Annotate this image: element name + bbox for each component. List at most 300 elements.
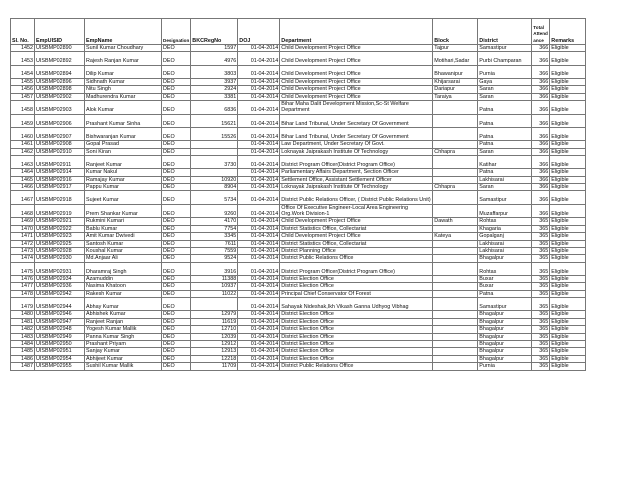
cell-emp-name: Abhay Kumar bbox=[85, 298, 162, 311]
cell-department: Law Department, Under Secretary Of Govt. bbox=[280, 141, 433, 148]
cell-total-attendance: 366 bbox=[532, 101, 550, 115]
cell-district: Buxar bbox=[478, 276, 532, 283]
cell-block bbox=[433, 363, 478, 370]
cell-emp-uisid: UISBMP02908 bbox=[35, 141, 85, 148]
cell-total-attendance: 365 bbox=[532, 290, 550, 297]
cell-total-attendance: 366 bbox=[532, 191, 550, 204]
cell-sl-no: 1476 bbox=[11, 276, 35, 283]
table-row bbox=[11, 240, 586, 247]
cell-district: Saran bbox=[478, 148, 532, 155]
cell-emp-uisid: UISBMP02917 bbox=[35, 184, 85, 191]
cell-doj: 01-04-2014 bbox=[238, 248, 280, 255]
cell-sl-no: 1480 bbox=[11, 311, 35, 318]
cell-bkc-reg-no: 12913 bbox=[191, 348, 238, 355]
cell-remarks: Eligible bbox=[550, 341, 586, 348]
cell-district: Patna bbox=[478, 101, 532, 115]
cell-district: Saran bbox=[478, 93, 532, 100]
cell-district: Patna bbox=[478, 114, 532, 127]
cell-emp-name: Abhijeet Kumar bbox=[85, 355, 162, 362]
table-row bbox=[11, 348, 586, 355]
cell-doj: 01-04-2014 bbox=[238, 363, 280, 370]
cell-total-attendance: 365 bbox=[532, 225, 550, 232]
cell-bkc-reg-no: 3345 bbox=[191, 233, 238, 240]
cell-sl-no: 1479 bbox=[11, 298, 35, 311]
cell-doj: 01-04-2014 bbox=[238, 86, 280, 93]
cell-sl-no: 1468 bbox=[11, 204, 35, 218]
cell-block bbox=[433, 240, 478, 247]
cell-doj: 01-04-2014 bbox=[238, 348, 280, 355]
cell-emp-name: Ramajay Kumar bbox=[85, 176, 162, 183]
cell-total-attendance: 365 bbox=[532, 311, 550, 318]
cell-designation: DEO bbox=[162, 240, 191, 247]
cell-block: Tajpur bbox=[433, 45, 478, 52]
cell-total-attendance: 366 bbox=[532, 169, 550, 176]
cell-designation: DEO bbox=[162, 363, 191, 370]
cell-emp-name: Ranjeet Ranjan bbox=[85, 318, 162, 325]
cell-sl-no: 1482 bbox=[11, 326, 35, 333]
cell-sl-no: 1472 bbox=[11, 240, 35, 247]
cell-district: Patna bbox=[478, 290, 532, 297]
cell-district: Lakhisarai bbox=[478, 248, 532, 255]
cell-emp-uisid: UISBMP02892 bbox=[35, 52, 85, 65]
cell-remarks: Eligible bbox=[550, 233, 586, 240]
cell-designation: DEO bbox=[162, 204, 191, 218]
cell-district: Gopalganj bbox=[478, 233, 532, 240]
cell-emp-uisid: UISBMP02942 bbox=[35, 290, 85, 297]
cell-doj: 01-04-2014 bbox=[238, 45, 280, 52]
cell-designation: DEO bbox=[162, 255, 191, 262]
cell-designation: DEO bbox=[162, 248, 191, 255]
cell-total-attendance: 365 bbox=[532, 218, 550, 225]
cell-designation: DEO bbox=[162, 93, 191, 100]
cell-emp-uisid: UISBMP02918 bbox=[35, 191, 85, 204]
cell-district: Bhagalpur bbox=[478, 255, 532, 262]
cell-doj: 01-04-2014 bbox=[238, 52, 280, 65]
cell-sl-no: 1462 bbox=[11, 148, 35, 155]
cell-remarks: Eligible bbox=[550, 262, 586, 275]
cell-district: Lakhisarai bbox=[478, 240, 532, 247]
cell-remarks: Eligible bbox=[550, 326, 586, 333]
table-row bbox=[11, 128, 586, 141]
cell-doj: 01-04-2014 bbox=[238, 141, 280, 148]
cell-block bbox=[433, 169, 478, 176]
cell-block bbox=[433, 348, 478, 355]
cell-emp-uisid: UISBMP02946 bbox=[35, 311, 85, 318]
cell-emp-uisid: UISBMP02925 bbox=[35, 240, 85, 247]
cell-department: District Election Office bbox=[280, 318, 433, 325]
table-row bbox=[11, 218, 586, 225]
cell-emp-uisid: UISBMP02903 bbox=[35, 101, 85, 115]
cell-department: Child Development Project Office bbox=[280, 93, 433, 100]
cell-district: Samastipur bbox=[478, 191, 532, 204]
cell-emp-name: Sunil Kumar Choudhary bbox=[85, 45, 162, 52]
cell-block bbox=[433, 176, 478, 183]
cell-sl-no: 1486 bbox=[11, 355, 35, 362]
cell-district: Muzaffarpur bbox=[478, 204, 532, 218]
header-district: District bbox=[478, 19, 532, 45]
table-row bbox=[11, 93, 586, 100]
cell-emp-uisid: UISBMP02923 bbox=[35, 233, 85, 240]
cell-bkc-reg-no: 12710 bbox=[191, 326, 238, 333]
cell-block bbox=[433, 114, 478, 127]
cell-emp-uisid: UISBMP02907 bbox=[35, 128, 85, 141]
cell-department: Loknayak Jaiprakash Institute Of Technology bbox=[280, 148, 433, 155]
cell-doj: 01-04-2014 bbox=[238, 78, 280, 85]
header-sl-no: Sl. No. bbox=[11, 19, 35, 45]
table-row bbox=[11, 45, 586, 52]
table-row bbox=[11, 156, 586, 169]
cell-district: Saran bbox=[478, 184, 532, 191]
cell-district: Bhagalpur bbox=[478, 348, 532, 355]
cell-block bbox=[433, 248, 478, 255]
cell-designation: DEO bbox=[162, 52, 191, 65]
cell-bkc-reg-no: 12912 bbox=[191, 341, 238, 348]
cell-emp-name: Sidhnath Kumar bbox=[85, 78, 162, 85]
cell-designation: DEO bbox=[162, 78, 191, 85]
header-doj: DOJ bbox=[238, 19, 280, 45]
cell-department: Child Development Project Office bbox=[280, 86, 433, 93]
cell-bkc-reg-no: 9260 bbox=[191, 204, 238, 218]
cell-total-attendance: 366 bbox=[532, 52, 550, 65]
cell-designation: DEO bbox=[162, 276, 191, 283]
cell-emp-uisid: UISBMP02931 bbox=[35, 262, 85, 275]
cell-department: Office Of Executive Engineer-Local Area Engineering Org.Work Division-1 bbox=[280, 204, 433, 218]
cell-district: Gaya bbox=[478, 78, 532, 85]
cell-total-attendance: 366 bbox=[532, 114, 550, 127]
cell-sl-no: 1457 bbox=[11, 93, 35, 100]
cell-remarks: Eligible bbox=[550, 93, 586, 100]
cell-department: District Election Office bbox=[280, 341, 433, 348]
cell-department: Loknayak Jaiprakash Institute Of Technology bbox=[280, 184, 433, 191]
cell-emp-name: Prem Shankar Kumar bbox=[85, 204, 162, 218]
cell-designation: DEO bbox=[162, 86, 191, 93]
cell-block bbox=[433, 156, 478, 169]
cell-designation: DEO bbox=[162, 184, 191, 191]
table-row bbox=[11, 333, 586, 340]
cell-department: District Election Office bbox=[280, 326, 433, 333]
cell-doj: 01-04-2014 bbox=[238, 225, 280, 232]
cell-sl-no: 1456 bbox=[11, 86, 35, 93]
table-row bbox=[11, 341, 586, 348]
cell-emp-name: Nasima Khatoon bbox=[85, 283, 162, 290]
cell-designation: DEO bbox=[162, 128, 191, 141]
cell-total-attendance: 366 bbox=[532, 141, 550, 148]
cell-block: Dariapur bbox=[433, 86, 478, 93]
cell-designation: DEO bbox=[162, 218, 191, 225]
cell-total-attendance: 366 bbox=[532, 128, 550, 141]
cell-district: Rohtas bbox=[478, 218, 532, 225]
cell-emp-name: Alok Kumar bbox=[85, 101, 162, 115]
cell-block: Chhapra bbox=[433, 184, 478, 191]
cell-doj: 01-04-2014 bbox=[238, 148, 280, 155]
cell-sl-no: 1483 bbox=[11, 333, 35, 340]
table-row bbox=[11, 52, 586, 65]
table-row bbox=[11, 191, 586, 204]
cell-block: Dawath bbox=[433, 218, 478, 225]
cell-designation: DEO bbox=[162, 298, 191, 311]
cell-total-attendance: 366 bbox=[532, 93, 550, 100]
cell-bkc-reg-no: 2924 bbox=[191, 86, 238, 93]
cell-block: Bhawanipur bbox=[433, 65, 478, 78]
cell-total-attendance: 365 bbox=[532, 233, 550, 240]
cell-district: Bhagalpur bbox=[478, 333, 532, 340]
cell-block bbox=[433, 355, 478, 362]
cell-remarks: Eligible bbox=[550, 156, 586, 169]
cell-doj: 01-04-2014 bbox=[238, 255, 280, 262]
cell-emp-name: Yogesh Kumar Mallik bbox=[85, 326, 162, 333]
cell-emp-name: Pappu Kumar bbox=[85, 184, 162, 191]
cell-total-attendance: 365 bbox=[532, 348, 550, 355]
cell-emp-name: Prashant Kumar Sinha bbox=[85, 114, 162, 127]
cell-emp-name: Madhurendra Kumar bbox=[85, 93, 162, 100]
cell-designation: DEO bbox=[162, 45, 191, 52]
table-row bbox=[11, 255, 586, 262]
cell-district: Bhagalpur bbox=[478, 318, 532, 325]
cell-block bbox=[433, 318, 478, 325]
table-row bbox=[11, 233, 586, 240]
table-row bbox=[11, 355, 586, 362]
cell-remarks: Eligible bbox=[550, 114, 586, 127]
cell-emp-name: Azamuddin bbox=[85, 276, 162, 283]
cell-total-attendance: 365 bbox=[532, 276, 550, 283]
cell-bkc-reg-no: 6836 bbox=[191, 101, 238, 115]
cell-department: Child Development Project Office bbox=[280, 45, 433, 52]
cell-doj: 01-04-2014 bbox=[238, 176, 280, 183]
cell-department: District Public Relations Office bbox=[280, 255, 433, 262]
cell-bkc-reg-no: 9524 bbox=[191, 255, 238, 262]
cell-sl-no: 1454 bbox=[11, 65, 35, 78]
cell-sl-no: 1471 bbox=[11, 233, 35, 240]
cell-doj: 01-04-2014 bbox=[238, 101, 280, 115]
cell-total-attendance: 366 bbox=[532, 176, 550, 183]
cell-designation: DEO bbox=[162, 262, 191, 275]
cell-department: District Public Relations Office bbox=[280, 363, 433, 370]
cell-block bbox=[433, 326, 478, 333]
cell-total-attendance: 365 bbox=[532, 355, 550, 362]
cell-emp-uisid: UISBMP02930 bbox=[35, 255, 85, 262]
cell-remarks: Eligible bbox=[550, 255, 586, 262]
cell-emp-uisid: UISBMP02914 bbox=[35, 169, 85, 176]
cell-emp-name: Dharamraj Singh bbox=[85, 262, 162, 275]
cell-total-attendance: 365 bbox=[532, 333, 550, 340]
cell-sl-no: 1467 bbox=[11, 191, 35, 204]
cell-emp-name: Panna Kumar Singh bbox=[85, 333, 162, 340]
cell-doj: 01-04-2014 bbox=[238, 341, 280, 348]
table-row bbox=[11, 148, 586, 155]
cell-department: Settlement Office, Assistant Settlement Officer bbox=[280, 176, 433, 183]
cell-block: Kateya bbox=[433, 233, 478, 240]
cell-total-attendance: 365 bbox=[532, 240, 550, 247]
cell-block bbox=[433, 128, 478, 141]
cell-department: District Public Relations Officer, ( District Public Relations Unit) bbox=[280, 191, 433, 204]
cell-block bbox=[433, 141, 478, 148]
cell-designation: DEO bbox=[162, 333, 191, 340]
cell-emp-uisid: UISBMP02951 bbox=[35, 348, 85, 355]
cell-sl-no: 1474 bbox=[11, 255, 35, 262]
cell-district: Samastipur bbox=[478, 298, 532, 311]
cell-designation: DEO bbox=[162, 348, 191, 355]
cell-remarks: Eligible bbox=[550, 298, 586, 311]
cell-emp-name: Soni Kiran bbox=[85, 148, 162, 155]
cell-doj: 01-04-2014 bbox=[238, 233, 280, 240]
table-row bbox=[11, 86, 586, 93]
cell-sl-no: 1455 bbox=[11, 78, 35, 85]
table-row bbox=[11, 326, 586, 333]
cell-emp-uisid: UISBMP02936 bbox=[35, 283, 85, 290]
header-total-attendance: Total Attendance bbox=[532, 19, 550, 45]
table-body bbox=[11, 45, 586, 371]
cell-department: Child Development Project Office bbox=[280, 78, 433, 85]
cell-sl-no: 1460 bbox=[11, 128, 35, 141]
cell-bkc-reg-no: 3730 bbox=[191, 156, 238, 169]
cell-sl-no: 1473 bbox=[11, 248, 35, 255]
cell-doj: 01-04-2014 bbox=[238, 156, 280, 169]
cell-remarks: Eligible bbox=[550, 363, 586, 370]
cell-designation: DEO bbox=[162, 290, 191, 297]
cell-emp-name: Prashant Priyam bbox=[85, 341, 162, 348]
cell-emp-uisid: UISBMP02950 bbox=[35, 341, 85, 348]
table-row bbox=[11, 169, 586, 176]
cell-bkc-reg-no: 11709 bbox=[191, 363, 238, 370]
cell-emp-name: Amit Kumar Dwivedi bbox=[85, 233, 162, 240]
cell-designation: DEO bbox=[162, 311, 191, 318]
cell-sl-no: 1469 bbox=[11, 218, 35, 225]
cell-department: District Program Officer(District Program Office) bbox=[280, 156, 433, 169]
cell-total-attendance: 365 bbox=[532, 255, 550, 262]
cell-bkc-reg-no: 12039 bbox=[191, 333, 238, 340]
cell-designation: DEO bbox=[162, 283, 191, 290]
cell-emp-name: Md.Anjaar Ali bbox=[85, 255, 162, 262]
cell-total-attendance: 365 bbox=[532, 318, 550, 325]
cell-total-attendance: 366 bbox=[532, 65, 550, 78]
cell-remarks: Eligible bbox=[550, 184, 586, 191]
cell-block bbox=[433, 333, 478, 340]
cell-total-attendance: 366 bbox=[532, 78, 550, 85]
cell-sl-no: 1466 bbox=[11, 184, 35, 191]
cell-emp-name: Gopal Prasad bbox=[85, 141, 162, 148]
cell-doj: 01-04-2014 bbox=[238, 114, 280, 127]
cell-remarks: Eligible bbox=[550, 333, 586, 340]
cell-total-attendance: 365 bbox=[532, 298, 550, 311]
cell-total-attendance: 365 bbox=[532, 248, 550, 255]
cell-district: Bhagalpur bbox=[478, 341, 532, 348]
cell-department: District Election Office bbox=[280, 348, 433, 355]
cell-doj: 01-04-2014 bbox=[238, 169, 280, 176]
cell-remarks: Eligible bbox=[550, 148, 586, 155]
cell-department: District Election Office bbox=[280, 355, 433, 362]
cell-remarks: Eligible bbox=[550, 276, 586, 283]
table-row bbox=[11, 290, 586, 297]
table-row bbox=[11, 363, 586, 370]
cell-sl-no: 1478 bbox=[11, 290, 35, 297]
cell-total-attendance: 365 bbox=[532, 341, 550, 348]
cell-block bbox=[433, 276, 478, 283]
cell-department: Child Development Project Office bbox=[280, 65, 433, 78]
cell-remarks: Eligible bbox=[550, 240, 586, 247]
cell-emp-uisid: UISBMP02954 bbox=[35, 355, 85, 362]
cell-district: Lakhisarai bbox=[478, 176, 532, 183]
cell-remarks: Eligible bbox=[550, 318, 586, 325]
cell-designation: DEO bbox=[162, 341, 191, 348]
cell-bkc-reg-no: 1597 bbox=[191, 45, 238, 52]
cell-sl-no: 1470 bbox=[11, 225, 35, 232]
cell-emp-uisid: UISBMP02955 bbox=[35, 363, 85, 370]
cell-emp-name: Abhishek Kumar bbox=[85, 311, 162, 318]
cell-bkc-reg-no: 4170 bbox=[191, 218, 238, 225]
cell-emp-name: Santosh Kumar bbox=[85, 240, 162, 247]
cell-remarks: Eligible bbox=[550, 311, 586, 318]
cell-district: Patna bbox=[478, 169, 532, 176]
cell-sl-no: 1459 bbox=[11, 114, 35, 127]
cell-sl-no: 1452 bbox=[11, 45, 35, 52]
cell-bkc-reg-no: 7611 bbox=[191, 240, 238, 247]
cell-remarks: Eligible bbox=[550, 355, 586, 362]
cell-sl-no: 1485 bbox=[11, 348, 35, 355]
cell-sl-no: 1477 bbox=[11, 283, 35, 290]
cell-department: District Election Office bbox=[280, 276, 433, 283]
cell-bkc-reg-no: 10920 bbox=[191, 176, 238, 183]
cell-district: Bhagalpur bbox=[478, 326, 532, 333]
cell-block bbox=[433, 341, 478, 348]
cell-sl-no: 1453 bbox=[11, 52, 35, 65]
cell-designation: DEO bbox=[162, 326, 191, 333]
cell-emp-name: Bishwaranjan Kumar bbox=[85, 128, 162, 141]
cell-designation: DEO bbox=[162, 141, 191, 148]
cell-remarks: Eligible bbox=[550, 218, 586, 225]
cell-doj: 01-04-2014 bbox=[238, 318, 280, 325]
cell-doj: 01-04-2014 bbox=[238, 290, 280, 297]
cell-district: Saran bbox=[478, 86, 532, 93]
cell-department: Bihar Maha Dalit Development Mission,Sc-St Welfare Department bbox=[280, 101, 433, 115]
table-row bbox=[11, 114, 586, 127]
cell-department: Child Development Project Office bbox=[280, 218, 433, 225]
cell-emp-uisid: UISBMP02916 bbox=[35, 176, 85, 183]
table-row bbox=[11, 283, 586, 290]
cell-bkc-reg-no: 11619 bbox=[191, 318, 238, 325]
cell-block bbox=[433, 298, 478, 311]
cell-emp-name: Rukmini Kumari bbox=[85, 218, 162, 225]
cell-designation: DEO bbox=[162, 225, 191, 232]
cell-department: District Planning Office bbox=[280, 248, 433, 255]
cell-bkc-reg-no: 10937 bbox=[191, 283, 238, 290]
table-row bbox=[11, 141, 586, 148]
cell-doj: 01-04-2014 bbox=[238, 355, 280, 362]
header-department: Department bbox=[280, 19, 433, 45]
cell-emp-uisid: UISBMP02944 bbox=[35, 298, 85, 311]
cell-remarks: Eligible bbox=[550, 141, 586, 148]
cell-emp-name: Sanjay Kumar bbox=[85, 348, 162, 355]
cell-district: Rohtas bbox=[478, 262, 532, 275]
cell-total-attendance: 366 bbox=[532, 156, 550, 169]
cell-doj: 01-04-2014 bbox=[238, 128, 280, 141]
cell-emp-uisid: UISBMP02911 bbox=[35, 156, 85, 169]
cell-block bbox=[433, 283, 478, 290]
cell-doj: 01-04-2014 bbox=[238, 184, 280, 191]
cell-emp-name: Bablu Kumar bbox=[85, 225, 162, 232]
cell-block: Chhapra bbox=[433, 148, 478, 155]
header-bkcregno: BKCRegNo bbox=[191, 19, 238, 45]
cell-sl-no: 1464 bbox=[11, 169, 35, 176]
cell-total-attendance: 366 bbox=[532, 86, 550, 93]
cell-doj: 01-04-2014 bbox=[238, 240, 280, 247]
cell-block bbox=[433, 191, 478, 204]
cell-total-attendance: 366 bbox=[532, 184, 550, 191]
table-row bbox=[11, 101, 586, 115]
header-empuisid: EmpUISID bbox=[35, 19, 85, 45]
cell-total-attendance: 365 bbox=[532, 326, 550, 333]
cell-total-attendance: 365 bbox=[532, 262, 550, 275]
cell-total-attendance: 366 bbox=[532, 148, 550, 155]
